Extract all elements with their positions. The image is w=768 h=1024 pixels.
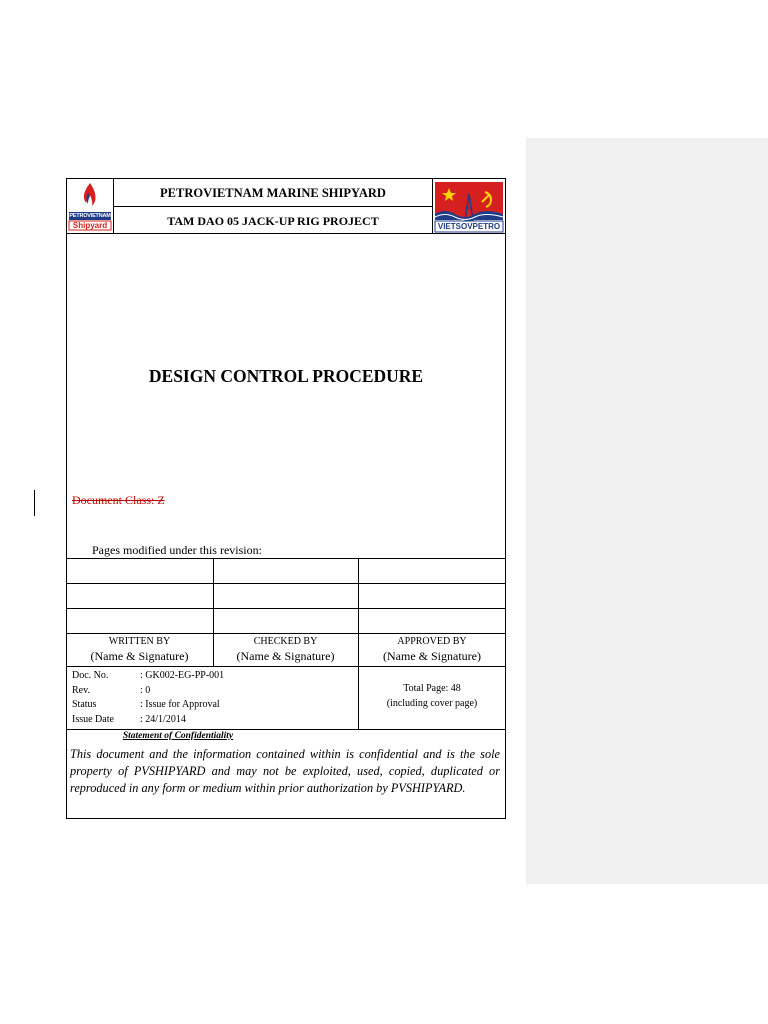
vietsovpetro-logo-text: VIETSOVPETRO	[437, 222, 501, 231]
approved-by-label: APPROVED BY	[397, 636, 467, 647]
doc-info-bottom	[66, 729, 506, 730]
approved-by-signature: (Name & Signature)	[383, 649, 481, 663]
status-label: Status	[72, 699, 97, 710]
vietsovpetro-logo	[433, 180, 505, 233]
pages-grid-top	[66, 558, 506, 559]
document-title: DESIGN CONTROL PROCEDURE	[148, 366, 424, 386]
issue-date-value: : 24/1/2014	[140, 714, 186, 725]
pages-grid-row-1	[66, 583, 506, 584]
petrovietnam-shipyard-logo	[67, 179, 113, 232]
total-page: Total Page: 48	[403, 683, 461, 694]
written-by-label: WRITTEN BY	[108, 636, 171, 647]
header-bottom-line	[66, 233, 506, 234]
issue-date-label: Issue Date	[72, 714, 114, 725]
written-by-signature: (Name & Signature)	[90, 649, 189, 663]
checked-by-label: CHECKED BY	[253, 636, 318, 647]
rev-value: : 0	[140, 685, 151, 696]
company-name: PETROVIETNAM MARINE SHIPYARD	[160, 186, 386, 200]
revision-change-bar	[34, 490, 35, 516]
confidentiality-heading: Statement of Confidentiality	[122, 731, 234, 741]
checked-by-signature: (Name & Signature)	[236, 649, 335, 663]
confidentiality-statement: This document and the information contained within is confidential and is the sole property of PVSHIPYARD and may not be exploited, used, copied, duplicated or reproduced in any form or medium within prior authorization by PVSHIPYARD.	[70, 747, 500, 795]
pages-modified-label: Pages modified under this revision:	[92, 543, 262, 557]
document-class-deleted: Document Class: Z	[72, 493, 165, 507]
rev-label: Rev.	[72, 685, 90, 696]
header-row-divider	[113, 206, 433, 207]
doc-no-label: Doc. No.	[72, 670, 109, 681]
shipyard-logo-text: Shipyard	[72, 221, 108, 230]
project-name: TAM DAO 05 JACK-UP RIG PROJECT	[167, 214, 379, 228]
comments-pane	[526, 138, 768, 884]
pages-grid-row-3	[66, 633, 506, 634]
petrovietnam-logo-text: PETROVIETNAM	[69, 213, 111, 219]
doc-no-value: : GK002-EG-PP-001	[140, 670, 225, 681]
status-value: : Issue for Approval	[140, 699, 220, 710]
total-page-note: (including cover page)	[386, 698, 478, 709]
signature-row-bottom	[66, 666, 506, 667]
pages-grid-row-2	[66, 608, 506, 609]
